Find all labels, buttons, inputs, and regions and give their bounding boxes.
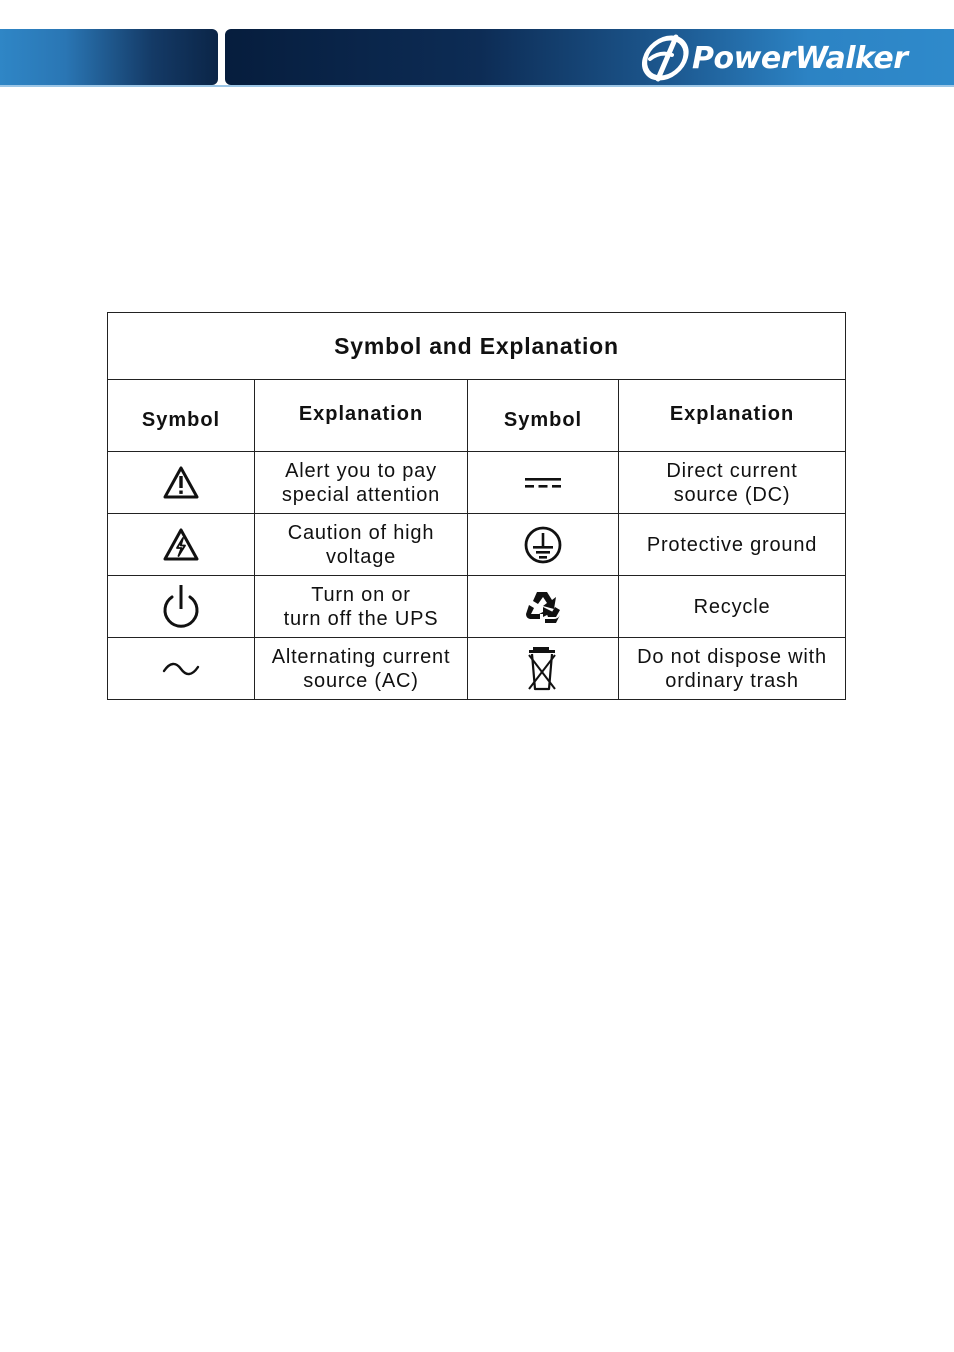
header-banner <box>0 29 954 87</box>
warning-triangle-icon <box>162 465 200 501</box>
table-row <box>108 452 846 514</box>
symbol-cell <box>108 638 255 700</box>
explanation-cell: Alternating current source (AC) <box>255 638 468 700</box>
table-row <box>108 638 846 700</box>
explanation-cell: Recycle <box>619 576 846 638</box>
header-symbol-2: Symbol <box>468 380 619 452</box>
symbol-cell <box>468 514 619 576</box>
table-title: Symbol and Explanation <box>108 313 846 380</box>
header-explanation-2: Explanation <box>619 380 846 452</box>
explanation-cell: Protective ground <box>619 514 846 576</box>
brand-logo-icon <box>636 33 694 83</box>
symbol-cell <box>108 452 255 514</box>
power-icon <box>160 583 202 631</box>
symbol-cell <box>468 452 619 514</box>
symbol-cell <box>108 576 255 638</box>
dc-current-icon <box>523 475 563 491</box>
table-row <box>108 576 846 638</box>
crossed-bin-icon <box>525 645 561 693</box>
brand-logo <box>636 33 908 83</box>
brand-logo-text: PowerWalker <box>692 40 908 76</box>
symbol-cell <box>468 638 619 700</box>
banner-left-block <box>0 29 218 85</box>
symbol-table <box>107 312 846 700</box>
symbol-cell <box>108 514 255 576</box>
explanation-cell: Turn on or turn off the UPS <box>255 576 468 638</box>
ac-wave-icon <box>161 661 201 677</box>
recycle-icon <box>523 588 563 626</box>
explanation-cell: Alert you to pay special attention <box>255 452 468 514</box>
explanation-cell: Caution of high voltage <box>255 514 468 576</box>
header-symbol-1: Symbol <box>108 380 255 452</box>
explanation-cell: Direct current source (DC) <box>619 452 846 514</box>
header-explanation-1: Explanation <box>255 380 468 452</box>
banner-underline <box>0 85 954 87</box>
symbol-cell <box>468 576 619 638</box>
table-row <box>108 514 846 576</box>
high-voltage-icon <box>162 527 200 563</box>
explanation-cell: Do not dispose with ordinary trash <box>619 638 846 700</box>
protective-ground-icon <box>523 525 563 565</box>
